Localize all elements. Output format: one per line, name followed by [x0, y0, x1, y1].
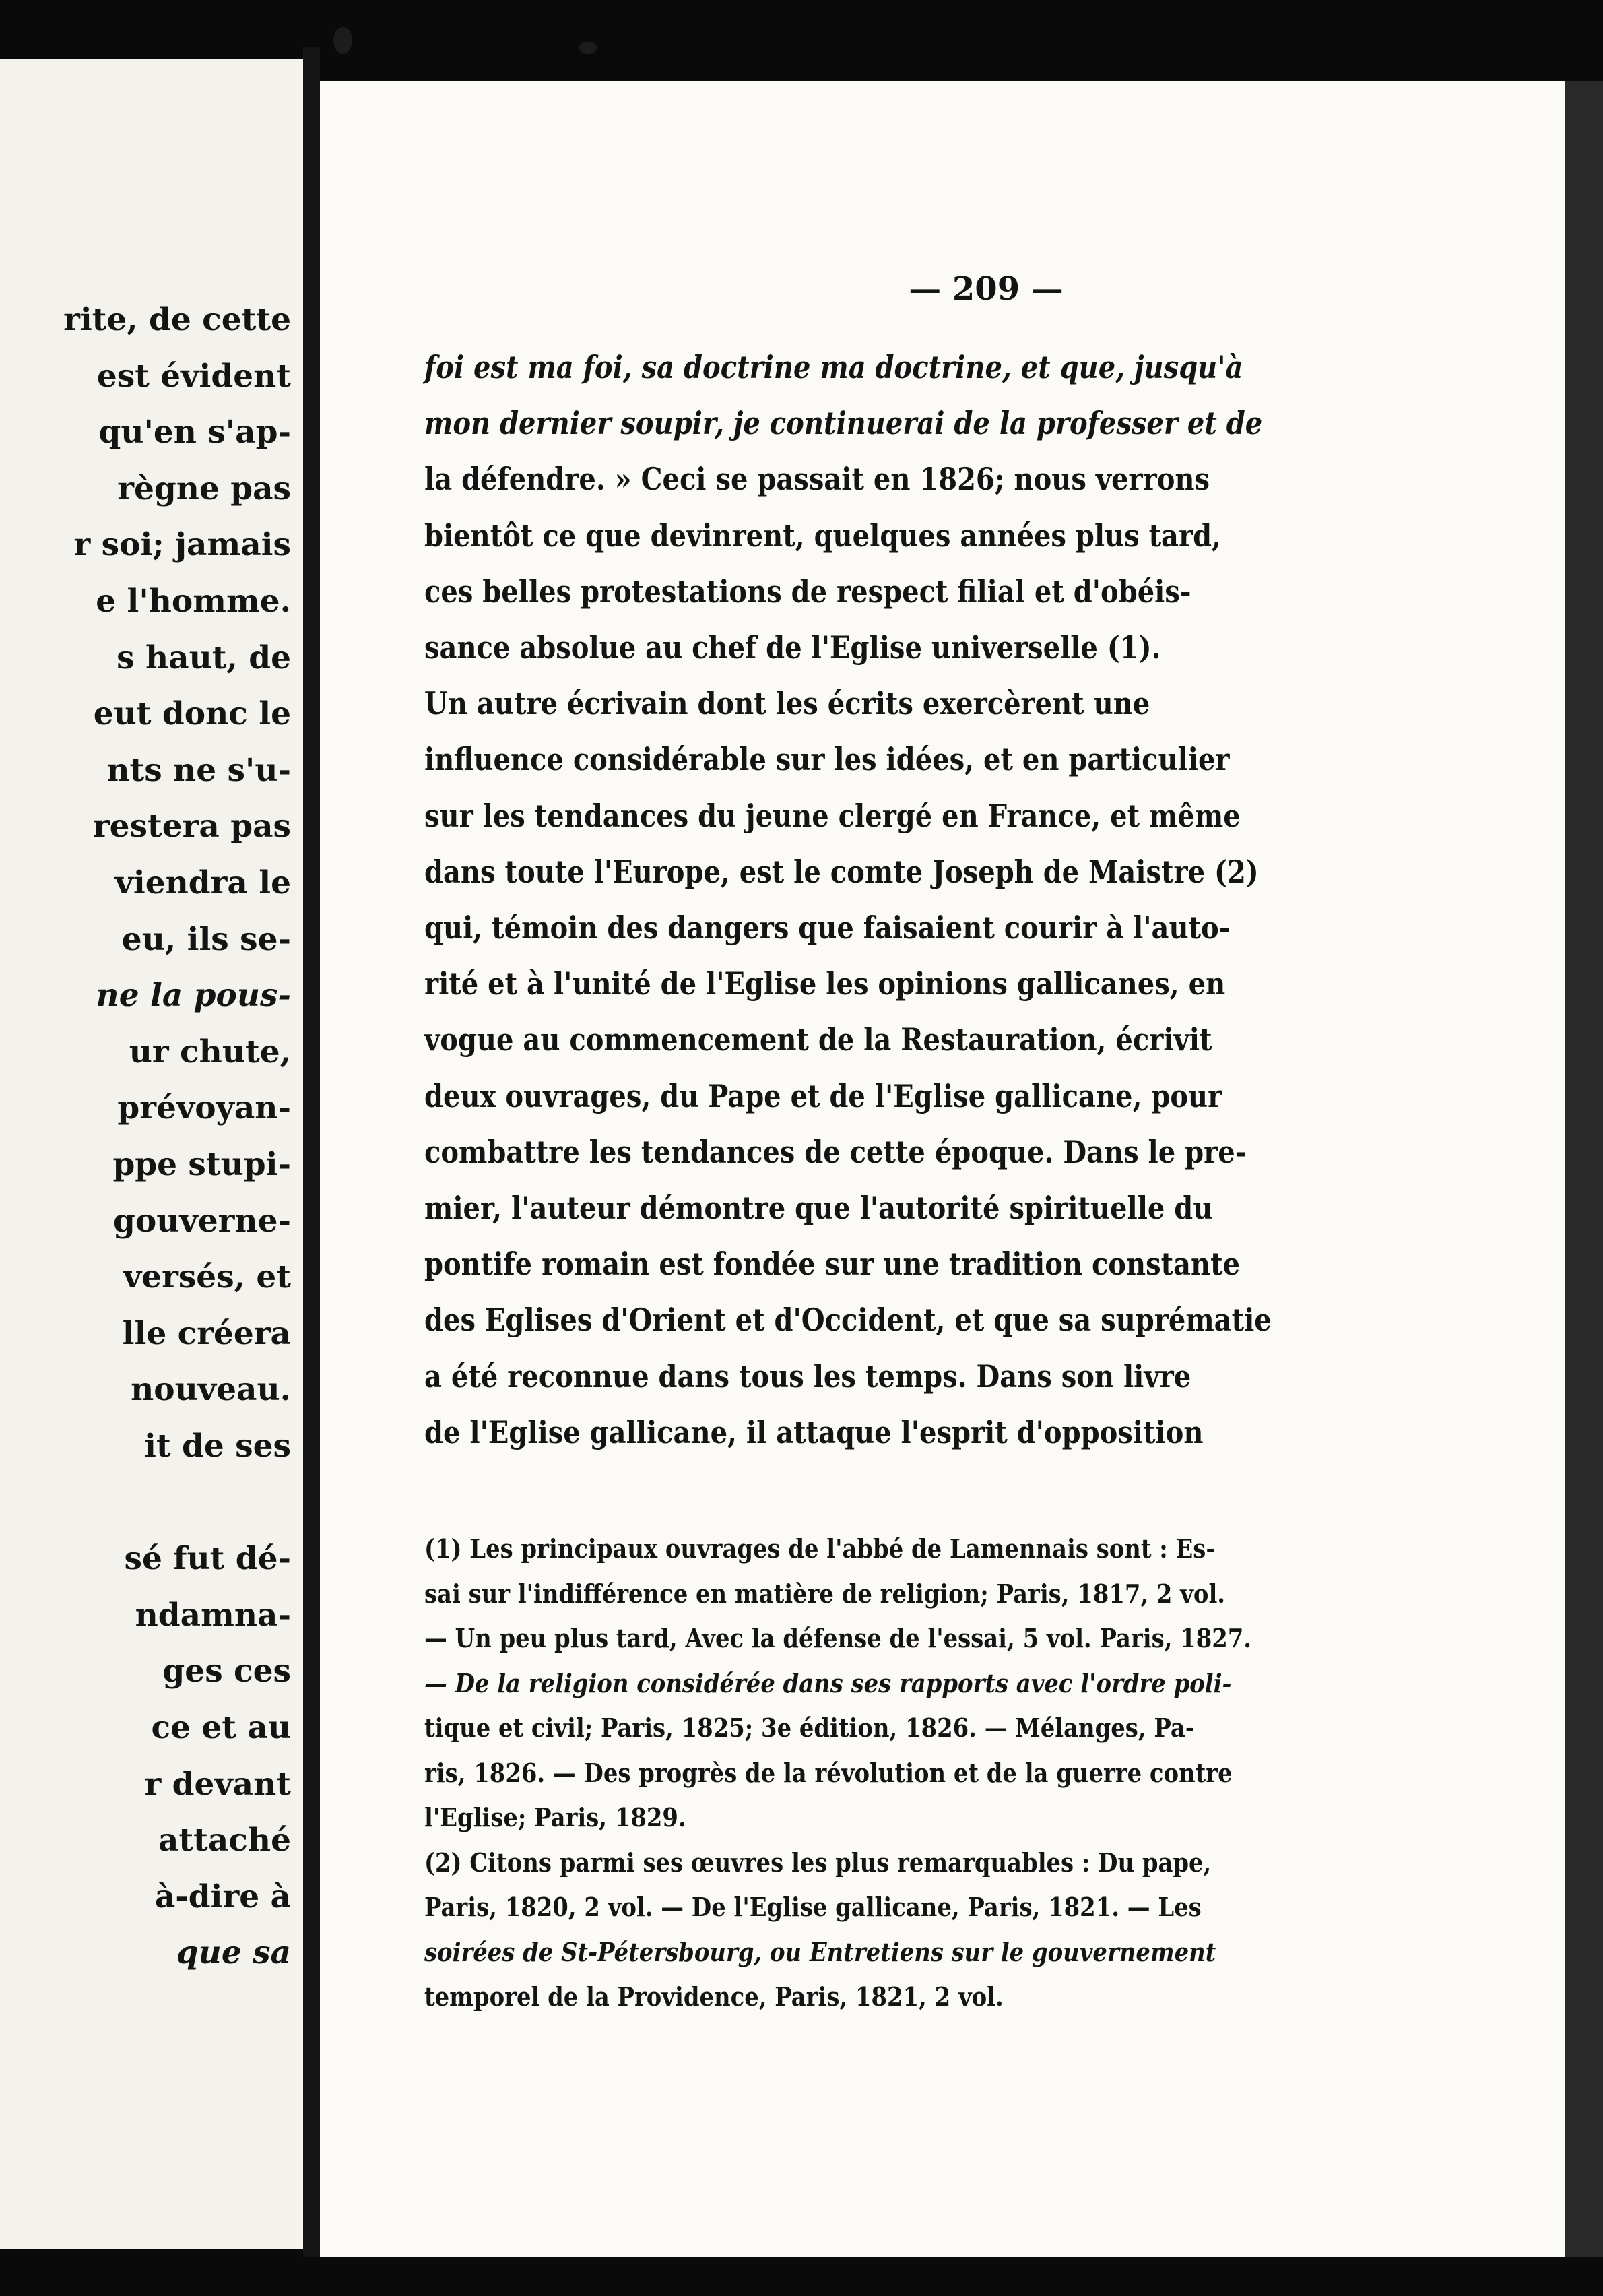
footnote-line: soirées de St-Pétersbourg, ou Entretiens sur le gouvernement	[424, 1936, 1216, 1967]
previous-page-line: eut donc le	[93, 695, 291, 733]
footnote-line: — De la religion considérée dans ses rapports avec l'ordre poli-	[424, 1667, 1232, 1698]
footnote-line: (2) Citons parmi ses œuvres les plus remarquables : Du pape,	[424, 1847, 1212, 1878]
previous-page-line: à-dire à	[154, 1878, 291, 1915]
previous-page-line: versés, et	[123, 1258, 291, 1296]
previous-page-line: attaché	[158, 1822, 291, 1859]
previous-page-line: nouveau.	[131, 1371, 291, 1409]
footnote-line: ris, 1826. — Des progrès de la révolution et de la guerre contre	[424, 1757, 1233, 1788]
body-line: foi est ma foi, sa doctrine ma doctrine, et que, jusqu'à	[424, 349, 1243, 385]
previous-page-line: restera pas	[92, 808, 291, 846]
previous-page-line: ges ces	[162, 1653, 291, 1690]
ink-speck	[579, 42, 597, 54]
body-line: rité et à l'unité de l'Eglise les opinions gallicanes, en	[424, 965, 1226, 1002]
page-number: — 209 —	[909, 270, 1064, 308]
previous-page-line: ppe stupi-	[112, 1146, 291, 1183]
previous-page-line: r devant	[144, 1765, 291, 1803]
previous-page-line: gouverne-	[113, 1202, 291, 1240]
body-line: influence considérable sur les idées, et en particulier	[424, 741, 1230, 778]
footnote-line: temporel de la Providence, Paris, 1821, 2 vol.	[424, 1981, 1004, 2012]
body-line: mon dernier soupir, je continuerai de la professer et de	[424, 405, 1263, 442]
footnote-line: sai sur l'indifférence en matière de religion; Paris, 1817, 2 vol.	[424, 1578, 1226, 1609]
body-line: Un autre écrivain dont les écrits exercèrent une	[424, 685, 1150, 722]
footnote-line: Paris, 1820, 2 vol. — De l'Eglise gallicane, Paris, 1821. — Les	[424, 1892, 1202, 1922]
body-line: mier, l'auteur démontre que l'autorité spirituelle du	[424, 1190, 1213, 1226]
previous-page-line: est évident	[96, 357, 291, 395]
ink-speck	[333, 27, 352, 54]
current-page	[320, 81, 1565, 2257]
previous-page-line: e l'homme.	[96, 583, 291, 620]
body-line: des Eglises d'Orient et d'Occident, et que sa suprématie	[424, 1302, 1272, 1339]
book-gutter	[303, 47, 320, 2257]
previous-page-line: règne pas	[117, 470, 291, 507]
body-line: deux ouvrages, du Pape et de l'Eglise gallicane, pour	[424, 1077, 1222, 1114]
previous-page-line: qu'en s'ap-	[98, 414, 291, 451]
previous-page-line: lle créera	[122, 1314, 291, 1352]
previous-page-line: viendra le	[115, 864, 291, 901]
previous-page-fragment	[0, 59, 303, 2249]
body-line: dans toute l'Europe, est le comte Joseph de Maistre (2)	[424, 853, 1259, 890]
footnote-line: (1) Les principaux ouvrages de l'abbé de Lamennais sont : Es-	[424, 1533, 1216, 1564]
footnote-line: tique et civil; Paris, 1825; 3e édition, 1826. — Mélanges, Pa-	[424, 1713, 1195, 1743]
body-line: a été reconnue dans tous les temps. Dans son livre	[424, 1358, 1191, 1395]
previous-page-line: ndamna-	[135, 1596, 291, 1634]
previous-page-line: eu, ils se-	[121, 920, 291, 958]
previous-page-line: nts ne s'u-	[106, 751, 291, 789]
previous-page-line: sé fut dé-	[124, 1540, 291, 1578]
body-line: qui, témoin des dangers que faisaient courir à l'auto-	[424, 910, 1231, 946]
body-line: la défendre. » Ceci se passait en 1826; nous verrons	[424, 461, 1210, 498]
body-line: combattre les tendances de cette époque. Dans le pre-	[424, 1133, 1247, 1170]
previous-page-line: prévoyan-	[117, 1089, 291, 1127]
body-line: de l'Eglise gallicane, il attaque l'esprit d'opposition	[424, 1413, 1204, 1450]
body-line: pontife romain est fondée sur une tradition constante	[424, 1246, 1241, 1283]
body-line: sur les tendances du jeune clergé en France, et même	[424, 797, 1241, 834]
previous-page-line: ne la pous-	[96, 977, 291, 1015]
footnote-line: l'Eglise; Paris, 1829.	[424, 1802, 686, 1832]
previous-page-line: s haut, de	[117, 639, 291, 676]
previous-page-line: que sa	[176, 1934, 291, 1972]
page-edge-shadow	[1565, 81, 1603, 2257]
body-line: sance absolue au chef de l'Eglise universelle (1).	[424, 629, 1161, 666]
previous-page-line: it de ses	[144, 1428, 291, 1465]
footnote-line: — Un peu plus tard, Avec la défense de l'essai, 5 vol. Paris, 1827.	[424, 1623, 1252, 1653]
previous-page-line: r soi; jamais	[73, 526, 291, 564]
previous-page-line: ce et au	[151, 1709, 291, 1746]
body-line: ces belles protestations de respect filial et d'obéis-	[424, 573, 1191, 610]
body-line: vogue au commencement de la Restauration, écrivit	[424, 1021, 1212, 1058]
body-line: bientôt ce que devinrent, quelques années plus tard,	[424, 517, 1221, 554]
previous-page-line: ur chute,	[129, 1033, 291, 1071]
previous-page-line: rite, de cette	[63, 301, 291, 338]
